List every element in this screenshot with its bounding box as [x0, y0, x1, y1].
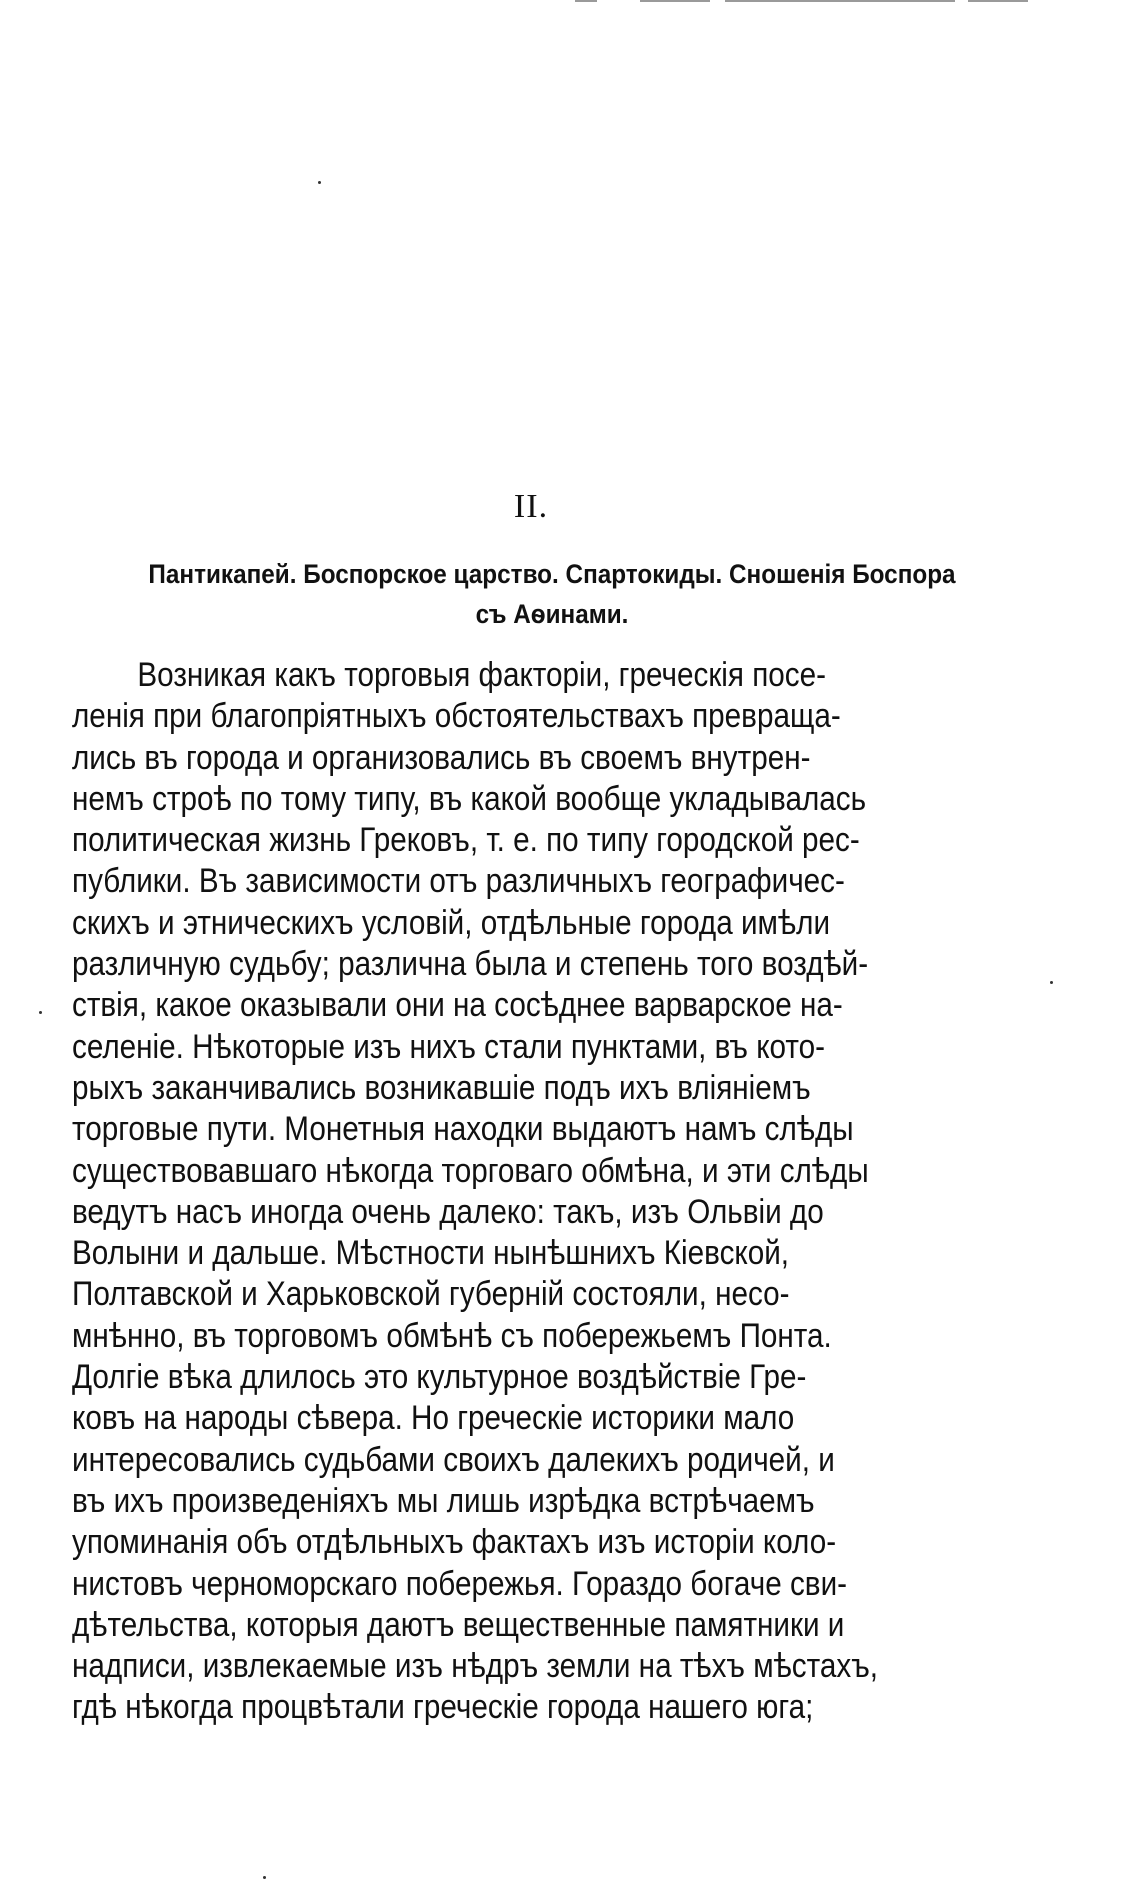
body-line: рыхъ заканчивались возникавшіе подъ ихъ вліяніемъ: [72, 1068, 811, 1107]
body-line: торговые пути. Монетныя находки выдаютъ намъ слѣды: [72, 1110, 854, 1149]
chapter-title: [91, 554, 1013, 634]
body-line: различную судьбу; различна была и степень того воздѣй-: [72, 945, 869, 984]
body-paragraph: [72, 655, 1102, 1729]
body-line: селеніе. Нѣкоторые изъ нихъ стали пунктами, въ кото-: [72, 1027, 826, 1066]
body-line: скихъ и этническихъ условій, отдѣльные города имѣли: [72, 903, 831, 942]
chapter-number: II.: [513, 488, 549, 525]
body-line: дѣтельства, которыя даютъ вещественные памятники и: [72, 1605, 845, 1644]
body-line: существовавшаго нѣкогда торговаго обмѣна, и эти слѣды: [72, 1151, 869, 1190]
scan-edge-mark: [640, 0, 710, 2]
scan-edge-mark: [725, 0, 955, 2]
body-line: нистовъ черноморскаго побережья. Гораздо богаче сви-: [72, 1564, 848, 1603]
body-line: политическая жизнь Грековъ, т. е. по типу городской рес-: [72, 821, 860, 860]
body-line: упоминанія объ отдѣльныхъ фактахъ изъ исторіи коло-: [72, 1523, 837, 1562]
body-line: интересовались судьбами своихъ далекихъ родичей, и: [72, 1440, 835, 1479]
body-line: ленія при благопріятныхъ обстоятельствахъ превраща-: [72, 697, 841, 736]
body-line: мнѣнно, въ торговомъ обмѣнѣ съ побережьемъ Понта.: [72, 1316, 832, 1355]
body-line: ведутъ насъ иногда очень далеко: такъ, изъ Ольвіи до: [72, 1192, 824, 1231]
scan-speck: [39, 1011, 42, 1014]
body-line: немъ строѣ по тому типу, въ какой вообще укладывалась: [72, 779, 867, 818]
body-line: ствія, какое оказывали они на сосѣднее варварское на-: [72, 986, 843, 1025]
scan-edge-mark: [575, 0, 597, 2]
body-line: надписи, извлекаемые изъ нѣдръ земли на тѣхъ мѣстахъ,: [72, 1647, 879, 1686]
scan-speck: [263, 1876, 266, 1879]
scan-speck: [318, 181, 321, 184]
chapter-title-line: съ Аѳинами.: [475, 599, 629, 629]
body-line: въ ихъ произведеніяхъ мы лишь изрѣдка встрѣчаемъ: [72, 1481, 815, 1520]
body-line: Волыни и дальше. Мѣстности нынѣшнихъ Кіевской,: [72, 1234, 790, 1273]
chapter-title-line: Пантикапей. Боспорское царство. Спартокиды. Сношенія Боспора: [148, 559, 956, 589]
body-line: публики. Въ зависимости отъ различныхъ географичес-: [72, 862, 845, 901]
body-line: Долгіе вѣка длилось это культурное воздѣйствіе Гре-: [72, 1358, 807, 1397]
body-line: ковъ на народы сѣвера. Но греческіе историки мало: [72, 1399, 795, 1438]
body-line: гдѣ нѣкогда процвѣтали греческіе города нашего юга;: [72, 1688, 814, 1727]
scan-edge-mark: [968, 0, 1028, 2]
body-line: Полтавской и Харьковской губерній состояли, несо-: [72, 1275, 790, 1314]
body-line: лись въ города и организовались въ своемъ внутрен-: [72, 738, 811, 777]
body-line: Возникая какъ торговыя факторіи, греческія посе-: [137, 656, 826, 694]
